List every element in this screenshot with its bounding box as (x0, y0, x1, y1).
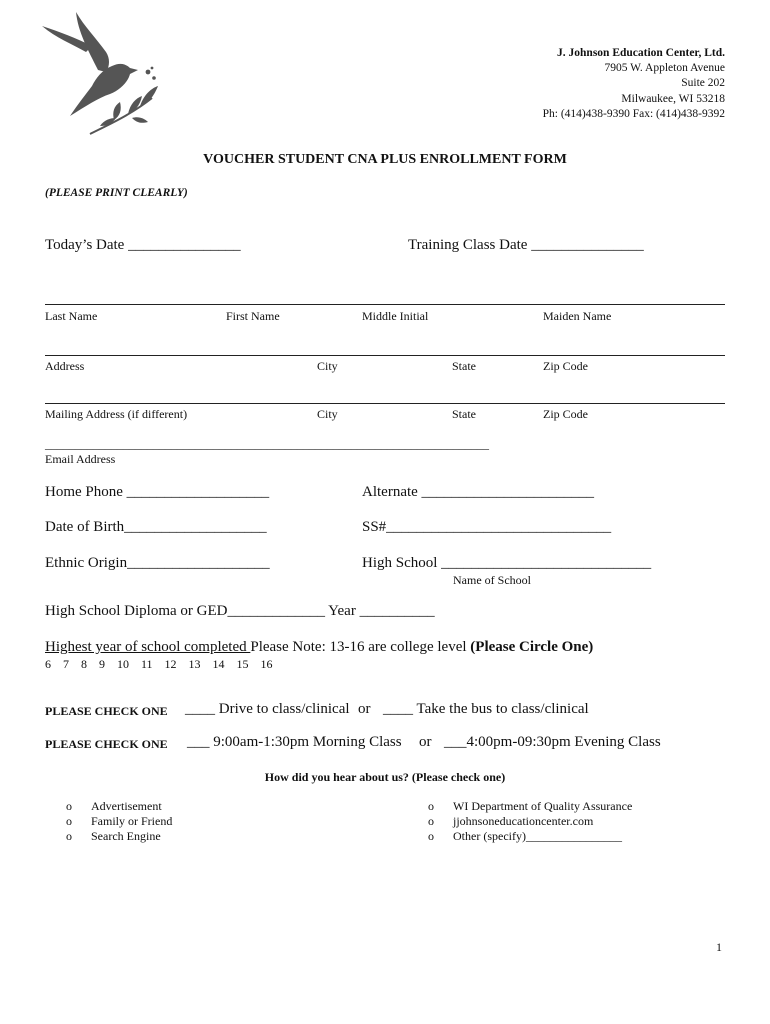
company-street: 7905 W. Appleton Avenue (604, 62, 725, 75)
mailing-address-line[interactable] (45, 403, 725, 404)
option-family-friend[interactable]: Family or Friend (91, 814, 173, 828)
mailing-city-label: City (317, 407, 338, 421)
name-of-school-label: Name of School (453, 573, 531, 587)
ethnic-origin-field[interactable]: Ethnic Origin___________________ (45, 555, 270, 571)
state-label: State (452, 359, 476, 373)
option-advertisement[interactable]: Advertisement (91, 799, 162, 813)
company-city: Milwaukee, WI 53218 (621, 92, 725, 105)
address-line[interactable] (45, 355, 725, 356)
name-line[interactable] (45, 304, 725, 305)
hear-about-us-question: How did you hear about us? (Please check one) (264, 770, 506, 784)
bullet-family-friend[interactable]: o (66, 814, 72, 828)
morning-class-option[interactable]: ___ 9:00am-1:30pm Morning Class (187, 734, 402, 750)
bullet-advertisement[interactable]: o (66, 799, 72, 813)
highest-year-label: Highest year of school completed (45, 639, 251, 655)
first-name-label: First Name (226, 309, 280, 323)
page-number: 1 (716, 940, 722, 954)
city-label: City (317, 359, 338, 373)
alternate-phone-field[interactable]: Alternate _______________________ (362, 484, 595, 500)
high-school-field[interactable]: High School ____________________________ (362, 555, 652, 571)
print-instruction: (PLEASE PRINT CLEARLY) (45, 187, 188, 199)
middle-initial-label: Middle Initial (362, 309, 429, 323)
last-name-label: Last Name (45, 309, 98, 323)
home-phone-field[interactable]: Home Phone ___________________ (45, 484, 270, 500)
or-separator-2: or (419, 734, 432, 750)
check-one-transport-label: PLEASE CHECK ONE (45, 704, 168, 718)
highest-year-line (45, 639, 593, 656)
maiden-name-label: Maiden Name (543, 309, 612, 323)
form-title: VOUCHER STUDENT CNA PLUS ENROLLMENT FORM (203, 152, 567, 167)
bullet-website[interactable]: o (428, 814, 434, 828)
zip-code-label: Zip Code (543, 359, 588, 373)
mailing-state-label: State (452, 407, 476, 421)
email-line[interactable]: __________________________________________________________________________ (45, 437, 489, 451)
drive-option[interactable]: ____ Drive to class/clinical (185, 701, 350, 717)
option-search-engine[interactable]: Search Engine (91, 829, 161, 843)
company-header (543, 46, 725, 122)
ssn-field[interactable]: SS#______________________________ (362, 519, 612, 535)
bus-option[interactable]: ____ Take the bus to class/clinical (383, 701, 589, 717)
mailing-address-label: Mailing Address (if different) (45, 407, 188, 421)
company-phone-fax: Ph: (414)438-9390 Fax: (414)438-9392 (542, 107, 725, 120)
option-website[interactable]: jjohnsoneducationcenter.com (453, 814, 594, 828)
school-year-options[interactable]: 6 7 8 9 10 11 12 13 14 15 16 (45, 657, 273, 671)
date-of-birth-field[interactable]: Date of Birth___________________ (45, 519, 267, 535)
mailing-zip-code-label: Zip Code (543, 407, 588, 421)
address-label: Address (45, 359, 85, 373)
todays-date-field[interactable]: Today’s Date _______________ (45, 237, 241, 253)
check-one-class-label: PLEASE CHECK ONE (45, 737, 168, 751)
option-other[interactable]: Other (specify)________________ (453, 829, 622, 843)
college-level-note: Please Note: 13-16 are college level (250, 639, 471, 655)
email-address-label: Email Address (45, 452, 116, 466)
bullet-search-engine[interactable]: o (66, 829, 72, 843)
bullet-other[interactable]: o (428, 829, 434, 843)
circle-one-label: (Please Circle One) (470, 639, 594, 655)
company-name: J. Johnson Education Center, Ltd. (557, 47, 725, 59)
evening-class-option[interactable]: ___4:00pm-09:30pm Evening Class (444, 734, 661, 750)
bird-logo-icon (40, 8, 165, 138)
bullet-wi-dqa[interactable]: o (428, 799, 434, 813)
option-wi-dqa[interactable]: WI Department of Quality Assurance (453, 799, 633, 813)
diploma-ged-field[interactable]: High School Diploma or GED_____________ Year __________ (45, 603, 435, 619)
or-separator-1: or (358, 701, 371, 717)
training-class-date-field[interactable]: Training Class Date _______________ (408, 237, 644, 253)
company-suite: Suite 202 (681, 77, 725, 90)
